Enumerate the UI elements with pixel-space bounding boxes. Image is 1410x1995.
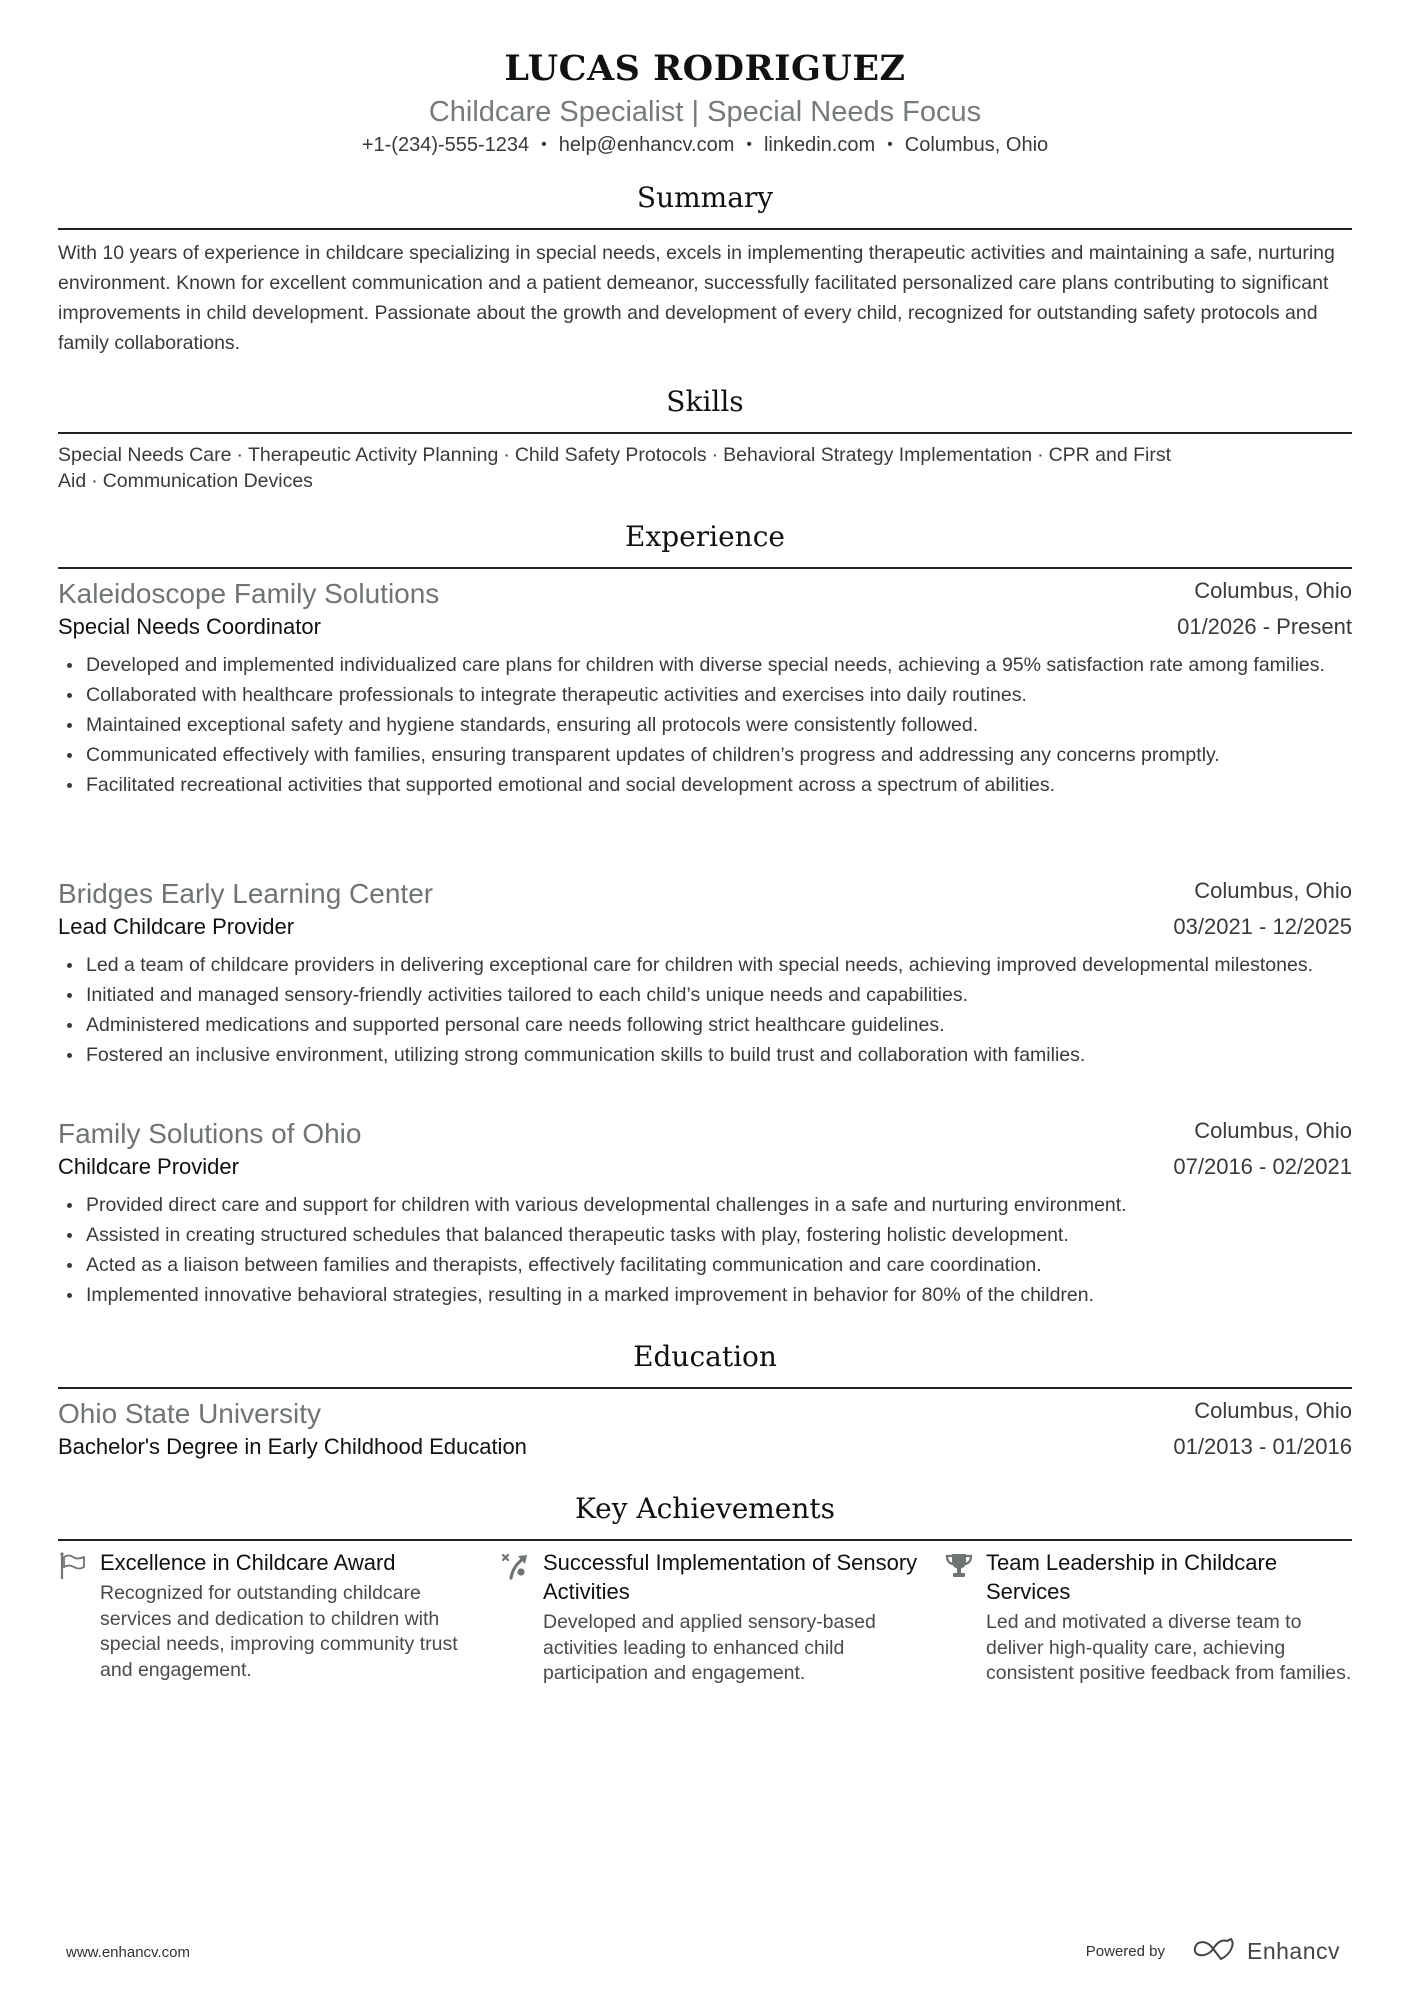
separator-dot: • <box>746 136 752 153</box>
skills-list: Special Needs Care · Therapeutic Activity Planning · Child Safety Protocols · Behavioral Strategy Implementation · CPR and First Aid · Communication Devices <box>58 444 1172 492</box>
achievement-item <box>501 1548 921 1687</box>
skill-item: Behavioral Strategy Implementation <box>723 444 1033 466</box>
skills-divider <box>58 432 1352 434</box>
candidate-name: LUCAS RODRIGUEZ <box>504 48 906 89</box>
experience-entry <box>58 878 1352 1070</box>
bullet-item: Administered medications and supported personal care needs following strict healthcare guidelines. <box>58 1010 1352 1040</box>
enhancv-logo-icon <box>1191 1936 1239 1966</box>
school-name: Ohio State University <box>58 1398 321 1429</box>
skill-item: Therapeutic Activity Planning <box>247 444 499 466</box>
summary-divider <box>58 228 1352 230</box>
education-entry <box>58 1398 1352 1468</box>
linkedin-link[interactable]: linkedin.com <box>763 134 876 156</box>
education-divider <box>58 1387 1352 1389</box>
achievement-description: Developed and applied sensory-based activities leading to enhanced child participation and engagement. <box>543 1611 876 1684</box>
bullet-item: Facilitated recreational activities that supported emotional and social development across a spectrum of abilities. <box>58 770 1352 800</box>
separator-dot: • <box>887 136 893 153</box>
bullet-item: Led a team of childcare providers in delivering exceptional care for children with special needs, achieving improved developmental milestones. <box>58 950 1352 980</box>
bullet-item: Implemented innovative behavioral strategies, resulting in a marked improvement in behavior for 80% of the children. <box>58 1280 1352 1310</box>
achievement-title: Successful Implementation of Sensory Activities <box>543 1550 918 1604</box>
achievement-item <box>944 1548 1364 1687</box>
experience-entry <box>58 578 1352 800</box>
brand-name[interactable]: Enhancv <box>1246 1937 1340 1964</box>
location: Columbus, Ohio <box>904 134 1049 156</box>
bullet-item: Collaborated with healthcare professionals to integrate therapeutic activities and exercises into daily routines. <box>58 680 1352 710</box>
job-dates: 07/2016 - 02/2021 <box>1173 1154 1352 1179</box>
bullet-item: Acted as a liaison between families and therapists, effectively facilitating communication and care coordination. <box>58 1250 1352 1280</box>
skill-item: Child Safety Protocols <box>514 444 707 466</box>
skill-item: CPR and First Aid <box>58 444 1172 492</box>
company-name: Family Solutions of Ohio <box>58 1118 362 1149</box>
education-heading: Education <box>633 1340 777 1373</box>
separator-dot: • <box>541 136 547 153</box>
experience-divider <box>58 567 1352 569</box>
achievement-item <box>58 1548 478 1683</box>
education-dates: 01/2013 - 01/2016 <box>1173 1434 1352 1459</box>
candidate-title: Childcare Specialist | Special Needs Focus <box>428 96 982 128</box>
job-role: Childcare Provider <box>58 1154 239 1179</box>
bullet-item: Developed and implemented individualized care plans for children with diverse special needs, achieving a 95% satisfaction rate among families. <box>58 650 1352 680</box>
skills-heading: Skills <box>666 385 744 418</box>
achievements-heading: Key Achievements <box>574 1492 836 1525</box>
email-link[interactable]: help@enhancv.com <box>558 134 735 156</box>
experience-heading: Experience <box>625 520 785 553</box>
experience-entry <box>58 1118 1352 1310</box>
company-name: Kaleidoscope Family Solutions <box>58 578 440 609</box>
skill-item: Communication Devices <box>102 470 313 492</box>
job-dates: 01/2026 - Present <box>1177 614 1352 639</box>
website-link[interactable]: www.enhancv.com <box>66 1944 190 1961</box>
job-bullets <box>58 950 1352 1070</box>
achievement-title: Excellence in Childcare Award <box>100 1550 396 1575</box>
powered-by <box>1086 1936 1340 1966</box>
job-location: Columbus, Ohio <box>1194 878 1352 903</box>
bullet-item: Provided direct care and support for children with various developmental challenges in a safe and nurturing environment. <box>58 1190 1352 1220</box>
job-location: Columbus, Ohio <box>1194 1118 1352 1143</box>
achievements-divider <box>58 1539 1352 1541</box>
trophy-icon <box>944 1551 974 1581</box>
flag-icon <box>58 1551 88 1581</box>
degree: Bachelor's Degree in Early Childhood Education <box>58 1434 527 1459</box>
job-dates: 03/2021 - 12/2025 <box>1173 914 1352 939</box>
bullet-item: Assisted in creating structured schedules that balanced therapeutic tasks with play, fostering holistic development. <box>58 1220 1352 1250</box>
job-bullets <box>58 650 1352 800</box>
job-role: Special Needs Coordinator <box>58 614 321 639</box>
powered-by-label: Powered by <box>1085 1942 1165 1960</box>
skill-item: Special Needs Care <box>58 444 232 466</box>
job-bullets <box>58 1190 1352 1310</box>
job-location: Columbus, Ohio <box>1194 578 1352 603</box>
job-role: Lead Childcare Provider <box>58 914 295 939</box>
achievement-description: Led and motivated a diverse team to deliver high-quality care, achieving consistent positive feedback from families. <box>986 1611 1352 1684</box>
bullet-item: Initiated and managed sensory-friendly activities tailored to each child’s unique needs and capabilities. <box>58 980 1352 1010</box>
summary-heading: Summary <box>636 181 774 214</box>
strategy-icon <box>501 1551 531 1581</box>
company-name: Bridges Early Learning Center <box>58 878 434 909</box>
school-location: Columbus, Ohio <box>1194 1398 1352 1423</box>
achievement-title: Team Leadership in Childcare Services <box>986 1550 1278 1604</box>
phone: +1-(234)-555-1234 <box>361 134 530 156</box>
summary-text: With 10 years of experience in childcare specializing in special needs, excels in implementing therapeutic activities and maintaining a safe, nurturing environment. Known for excellent communication and a patient demeanor, successfully facilitated personalized care plans contributing to significant improvements in child development. Passionate about the growth and development of every child, recognized for outstanding safety protocols and family collaborations. <box>58 242 1335 354</box>
bullet-item: Fostered an inclusive environment, utilizing strong communication skills to build trust and collaboration with families. <box>58 1040 1352 1070</box>
achievement-description: Recognized for outstanding childcare services and dedication to children with special needs, improving community trust and engagement. <box>100 1582 458 1681</box>
bullet-item: Communicated effectively with families, ensuring transparent updates of children’s progress and addressing any concerns promptly. <box>58 740 1352 770</box>
contact-line <box>58 134 1352 157</box>
bullet-item: Maintained exceptional safety and hygiene standards, ensuring all protocols were consistently followed. <box>58 710 1352 740</box>
